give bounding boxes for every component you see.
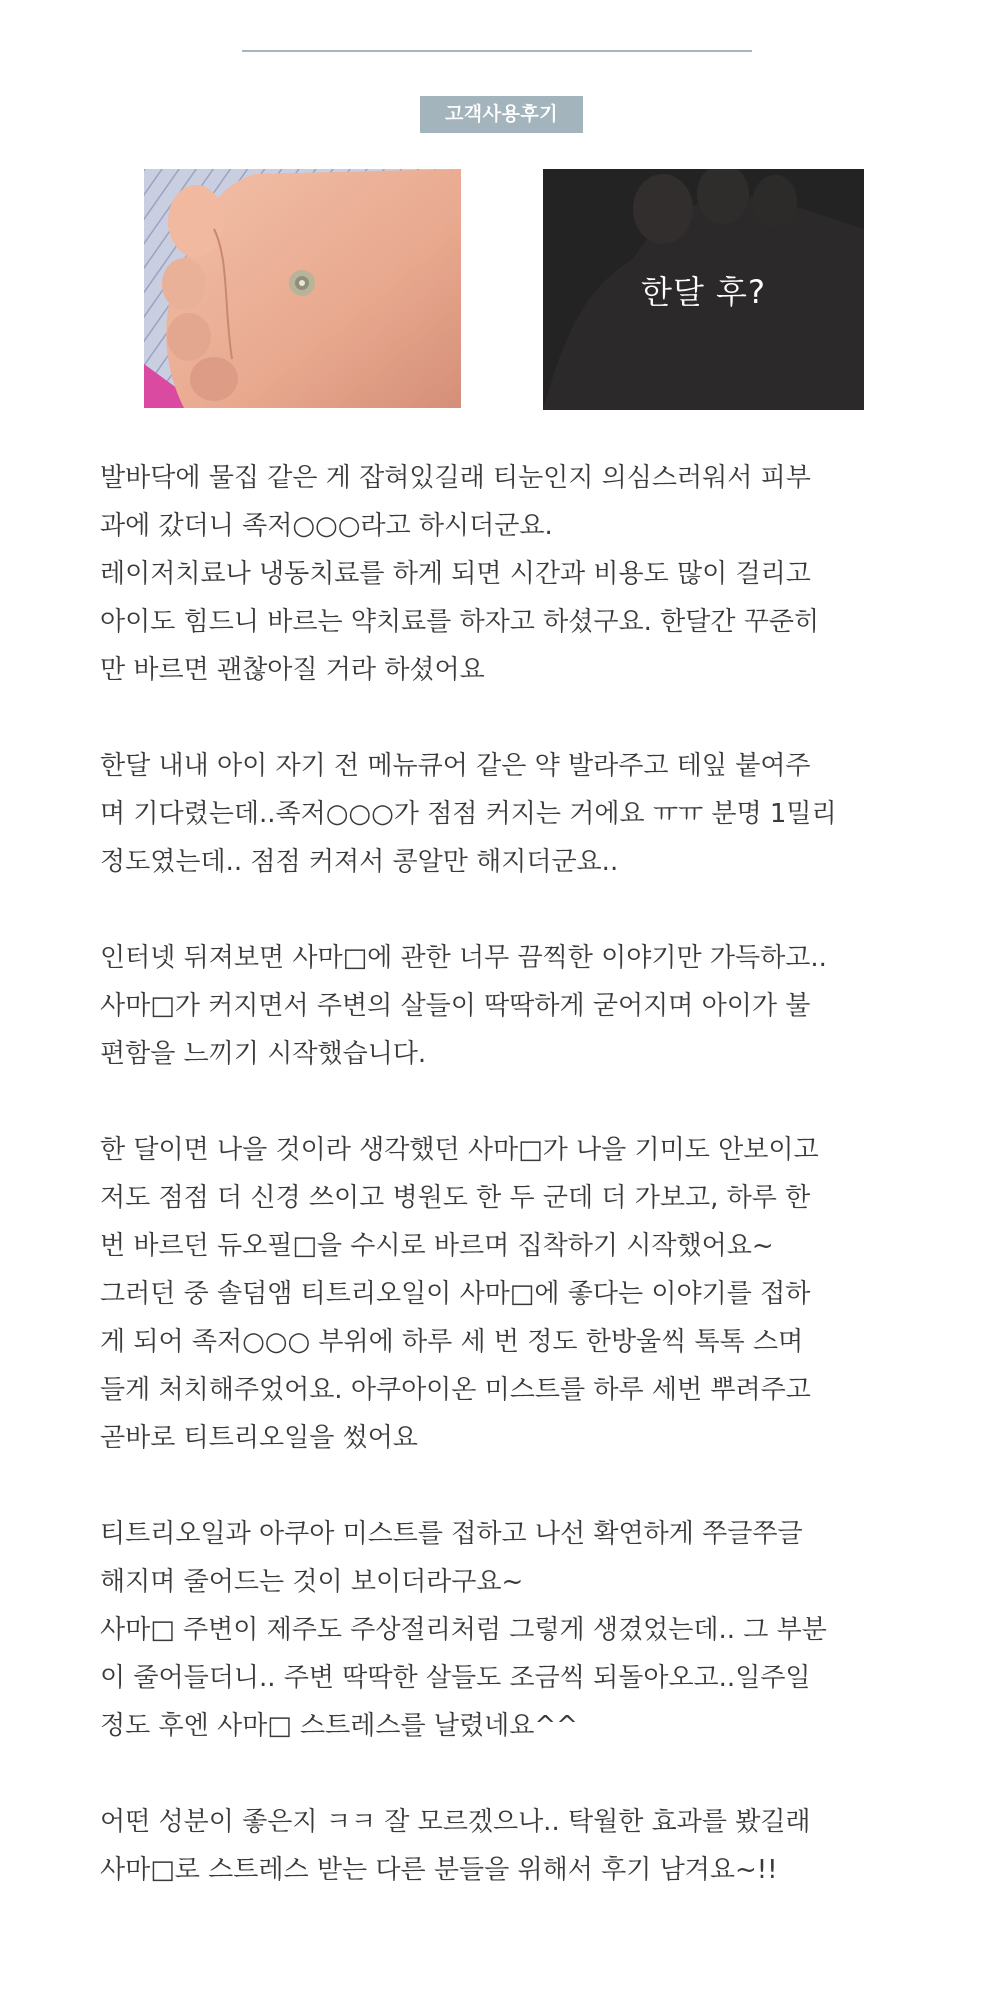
paragraph: 한 달이면 나을 것이라 생각했던 사마□가 나을 기미도 안보이고 저도 점점 더 신경 쓰이고 병원도 한 두 군데 더 가보고, 하루 한 번 바르던 듀오필□을 수시로 바르며 집착하기 시작했어요~ 그러던 중 솔덤앰 티트리오일이 사마□에 좋다는 이야기를 접하 게 되어 족저○○○ 부위에 하루 세 번 정도 한방울씩 톡톡 스며 들게 처치해주었어요. 아쿠아이온 미스트를 하루 세번 뿌려주고 곧바로 티트리오일을 썼어요	[100, 1135, 819, 1453]
paragraph: 인터넷 뒤져보면 사마□에 관한 너무 끔찍한 이야기만 가득하고.. 사마□가 커지면서 주변의 살들이 딱딱하게 굳어지며 아이가 불 편함을 느끼기 시작했습니다.	[100, 943, 827, 1069]
paragraph: 어떤 성분이 좋은지 ㅋㅋ 잘 모르겠으나.. 탁월한 효과를 봤길래 사마□로 스트레스 받는 다른 분들을 위해서 후기 남겨요~!!	[100, 1807, 811, 1885]
paragraph: 티트리오일과 아쿠아 미스트를 접하고 나선 확연하게 쭈글쭈글 해지며 줄어드는 것이 보이더라구요~ 사마□ 주변이 제주도 주상절리처럼 그렇게 생겼었는데.. 그 부분 이 줄어들더니.. 주변 딱딱한 살들도 조금씩 되돌아오고..일주일 정도 후엔 사마□ 스트레스를 날렸네요^^	[100, 1519, 827, 1741]
review-badge: 고객사용후기	[420, 96, 583, 133]
after-photo	[543, 169, 864, 410]
after-caption: 한달 후?	[641, 272, 766, 311]
review-text	[100, 454, 930, 1894]
paragraph: 한달 내내 아이 자기 전 메뉴큐어 같은 약 발라주고 테잎 붙여주 며 기다렸는데..족저○○○가 점점 커지는 거에요 ㅠㅠ 분명 1밀리 정도였는데.. 점점 커져서 콩알만 해지더군요..	[100, 751, 837, 877]
before-photo	[144, 169, 461, 408]
paragraph: 발바닥에 물집 같은 게 잡혀있길래 티눈인지 의심스러워서 피부 과에 갔더니 족저○○○라고 하시더군요. 레이저치료나 냉동치료를 하게 되면 시간과 비용도 많이 걸리고 아이도 힘드니 바르는 약치료를 하자고 하셨구요. 한달간 꾸준히 만 바르면 괜찮아질 거라 하셨어요	[100, 463, 820, 685]
top-divider	[242, 50, 752, 52]
